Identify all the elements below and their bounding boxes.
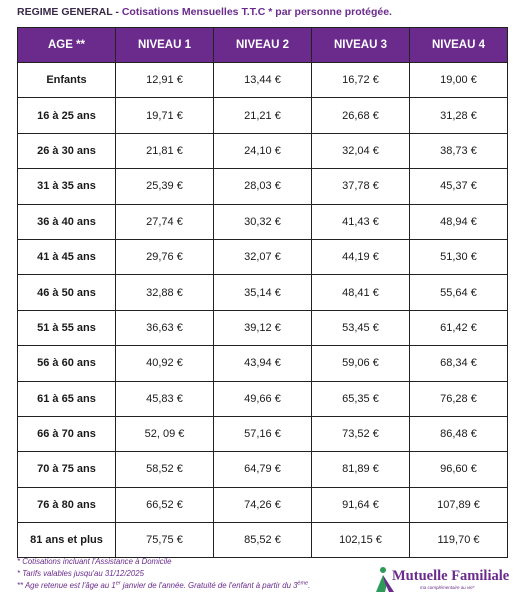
price-cell: 32,04 € (312, 133, 410, 168)
age-cell: 56 à 60 ans (18, 346, 116, 381)
price-cell: 37,78 € (312, 169, 410, 204)
price-cell: 24,10 € (214, 133, 312, 168)
price-cell: 25,39 € (116, 169, 214, 204)
price-cell: 30,32 € (214, 204, 312, 239)
price-cell: 41,43 € (312, 204, 410, 239)
age-cell: 31 à 35 ans (18, 169, 116, 204)
footnote-age (17, 580, 310, 592)
price-cell: 31,28 € (410, 98, 508, 133)
age-cell: 70 à 75 ans (18, 452, 116, 487)
age-cell: 46 à 50 ans (18, 275, 116, 310)
price-cell: 85,52 € (214, 523, 312, 558)
table-row (18, 452, 508, 487)
rates-table (17, 27, 508, 558)
price-cell: 58,52 € (116, 452, 214, 487)
column-header: AGE ** (18, 28, 116, 63)
price-cell: 45,83 € (116, 381, 214, 416)
table-row (18, 63, 508, 98)
price-cell: 66,52 € (116, 487, 214, 522)
table-header-row (18, 28, 508, 63)
footnote-age-text-b: janvier de l'année. Gratuité de l'enfant à partir du 3 (120, 581, 298, 590)
logo-tagline: ma complémentaire au vie* (420, 585, 475, 590)
price-cell: 75,75 € (116, 523, 214, 558)
price-cell: 57,16 € (214, 416, 312, 451)
footnote-validity: * Tarifs valables jusqu'au 31/12/2025 (17, 569, 144, 578)
price-cell: 21,21 € (214, 98, 312, 133)
price-cell: 68,34 € (410, 346, 508, 381)
title-main: REGIME GENERAL - (17, 6, 122, 18)
price-cell: 102,15 € (312, 523, 410, 558)
table-row (18, 346, 508, 381)
title-rest: Cotisations Mensuelles T.T.C * par personne protégée. (121, 6, 392, 18)
footnote-age-text-c: . (308, 581, 311, 590)
price-cell: 81,89 € (312, 452, 410, 487)
price-cell: 49,66 € (214, 381, 312, 416)
price-cell: 19,00 € (410, 63, 508, 98)
age-cell: 36 à 40 ans (18, 204, 116, 239)
footnotes (17, 556, 310, 592)
price-cell: 76,28 € (410, 381, 508, 416)
age-cell: 61 à 65 ans (18, 381, 116, 416)
table-row (18, 381, 508, 416)
price-cell: 12,91 € (116, 63, 214, 98)
price-cell: 26,68 € (312, 98, 410, 133)
age-cell: 76 à 80 ans (18, 487, 116, 522)
price-cell: 28,03 € (214, 169, 312, 204)
age-cell: 66 à 70 ans (18, 416, 116, 451)
table-row (18, 523, 508, 558)
price-cell: 36,63 € (116, 310, 214, 345)
price-cell: 16,72 € (312, 63, 410, 98)
price-cell: 86,48 € (410, 416, 508, 451)
page-title (17, 6, 392, 18)
table-row (18, 204, 508, 239)
price-cell: 119,70 € (410, 523, 508, 558)
footnote-sup-er: er (115, 580, 121, 587)
column-header: NIVEAU 2 (214, 28, 312, 63)
price-cell: 35,14 € (214, 275, 312, 310)
price-cell: 59,06 € (312, 346, 410, 381)
price-cell: 43,94 € (214, 346, 312, 381)
price-cell: 21,81 € (116, 133, 214, 168)
price-cell: 38,73 € (410, 133, 508, 168)
footnote-sup-eme: ème (297, 580, 309, 587)
age-cell: 51 à 55 ans (18, 310, 116, 345)
table-row (18, 275, 508, 310)
price-cell: 44,19 € (312, 239, 410, 274)
price-cell: 53,45 € (312, 310, 410, 345)
table-row (18, 98, 508, 133)
price-cell: 55,64 € (410, 275, 508, 310)
footnote-assistance: * Cotisations incluant l'Assistance à Domicile (17, 557, 172, 566)
price-cell: 27,74 € (116, 204, 214, 239)
table-row (18, 169, 508, 204)
table-row (18, 487, 508, 522)
table-row (18, 416, 508, 451)
price-cell: 29,76 € (116, 239, 214, 274)
price-cell: 39,12 € (214, 310, 312, 345)
price-cell: 32,88 € (116, 275, 214, 310)
price-cell: 52, 09 € (116, 416, 214, 451)
age-cell: 16 à 25 ans (18, 98, 116, 133)
age-cell: 41 à 45 ans (18, 239, 116, 274)
table-row (18, 239, 508, 274)
price-cell: 40,92 € (116, 346, 214, 381)
price-cell: 32,07 € (214, 239, 312, 274)
price-cell: 74,26 € (214, 487, 312, 522)
price-cell: 48,41 € (312, 275, 410, 310)
price-cell: 61,42 € (410, 310, 508, 345)
column-header: NIVEAU 1 (116, 28, 214, 63)
price-cell: 96,60 € (410, 452, 508, 487)
mutuelle-familiale-logo (374, 566, 514, 596)
age-cell: Enfants (18, 63, 116, 98)
price-cell: 45,37 € (410, 169, 508, 204)
footnote-age-text-a: ** Age retenue est l'âge au 1 (17, 581, 116, 590)
price-cell: 64,79 € (214, 452, 312, 487)
age-cell: 81 ans et plus (18, 523, 116, 558)
price-cell: 91,64 € (312, 487, 410, 522)
column-header: NIVEAU 3 (312, 28, 410, 63)
logo-brand-name: Mutuelle Familiale (392, 568, 510, 584)
age-cell: 26 à 30 ans (18, 133, 116, 168)
price-cell: 19,71 € (116, 98, 214, 133)
table-row (18, 310, 508, 345)
price-cell: 107,89 € (410, 487, 508, 522)
price-cell: 13,44 € (214, 63, 312, 98)
table-row (18, 133, 508, 168)
column-header: NIVEAU 4 (410, 28, 508, 63)
price-cell: 73,52 € (312, 416, 410, 451)
price-cell: 65,35 € (312, 381, 410, 416)
price-cell: 48,94 € (410, 204, 508, 239)
price-cell: 51,30 € (410, 239, 508, 274)
